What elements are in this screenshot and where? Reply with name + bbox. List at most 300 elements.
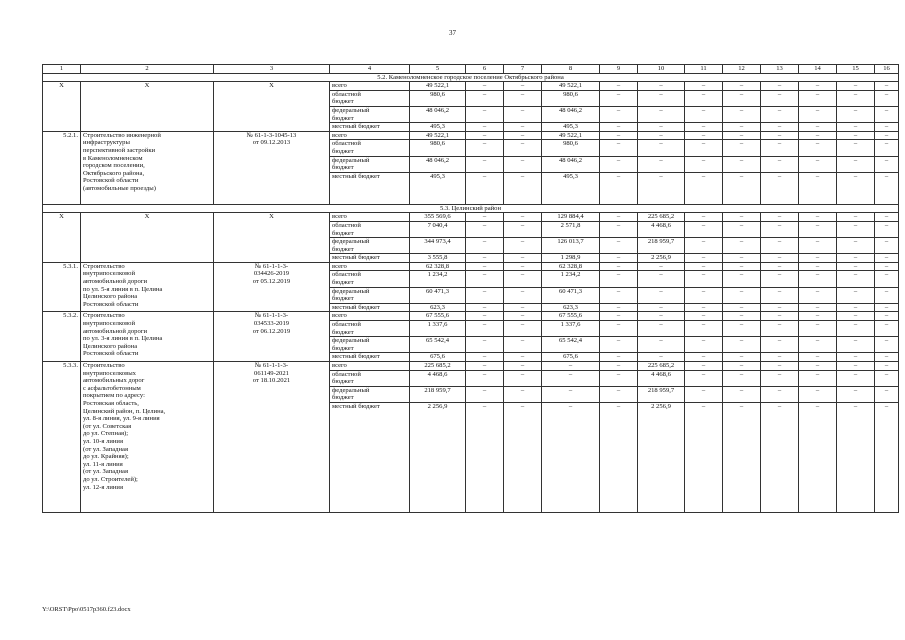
value-cell: – — [761, 254, 799, 263]
value-cell: – — [837, 402, 875, 512]
text-line: (от ул. Западная — [83, 468, 128, 476]
value-cell: – — [504, 362, 542, 371]
value-cell: – — [837, 82, 875, 91]
document-number — [214, 213, 330, 263]
value-cell: – — [837, 221, 875, 237]
value-cell: 218 959,7 — [638, 238, 685, 254]
page-number: 37 — [449, 29, 456, 37]
funding-source — [330, 353, 410, 362]
value-cell: – — [723, 254, 761, 263]
item-number: 5.3.1. — [43, 262, 81, 312]
value-cell: – — [466, 312, 504, 321]
value-cell: – — [799, 303, 837, 312]
document-number — [214, 362, 330, 513]
value-cell: 980,6 — [410, 140, 466, 156]
value-cell: – — [837, 123, 875, 132]
value-cell: – — [875, 172, 899, 204]
text-line: областной — [332, 90, 361, 98]
value-cell: 129 884,4 — [542, 213, 600, 222]
item-number: X — [43, 213, 81, 263]
section-header-row — [43, 204, 899, 213]
object-name — [81, 362, 214, 513]
value-cell: – — [799, 353, 837, 362]
text-line: бюджет — [332, 164, 354, 172]
value-cell: 1 337,6 — [410, 321, 466, 337]
value-cell: – — [542, 362, 600, 371]
column-header-7: 7 — [504, 65, 542, 74]
value-cell: – — [875, 221, 899, 237]
text-line: автомобильных дорог — [83, 377, 145, 385]
value-cell: – — [685, 370, 723, 386]
value-cell: – — [723, 402, 761, 512]
object-name — [81, 312, 214, 362]
value-cell: – — [638, 303, 685, 312]
value-cell: – — [799, 123, 837, 132]
value-cell: – — [466, 402, 504, 512]
value-cell: – — [837, 386, 875, 402]
column-header-row — [43, 65, 899, 74]
value-cell: – — [799, 262, 837, 271]
value-cell: – — [504, 82, 542, 91]
value-cell: – — [504, 303, 542, 312]
value-cell: – — [466, 90, 504, 106]
text-line: федеральный — [332, 386, 370, 394]
value-cell: – — [799, 337, 837, 353]
value-cell: – — [638, 321, 685, 337]
column-header-12: 12 — [723, 65, 761, 74]
value-cell: – — [799, 172, 837, 204]
text-line: до ул. Строителей); — [83, 475, 138, 483]
column-header-4: 4 — [330, 65, 410, 74]
value-cell: 65 542,4 — [542, 337, 600, 353]
text-line: местный бюджет — [332, 254, 380, 262]
document-number — [214, 312, 330, 362]
document-number — [214, 262, 330, 312]
text-line: местный бюджет — [332, 172, 380, 180]
text-line: Ростовской области — [83, 300, 139, 308]
text-line: (от ул. Западная — [83, 445, 128, 453]
funding-source — [330, 262, 410, 271]
value-cell: 2 256,9 — [410, 402, 466, 512]
value-cell: – — [504, 172, 542, 204]
value-cell: – — [466, 82, 504, 91]
value-cell: – — [761, 303, 799, 312]
value-cell: 980,6 — [410, 90, 466, 106]
value-cell: 225 685,2 — [410, 362, 466, 371]
text-line: X — [144, 82, 150, 90]
item-number: 5.3.3. — [43, 362, 81, 513]
value-cell: – — [685, 140, 723, 156]
text-line: Октябрьского района, — [83, 169, 145, 177]
value-cell: – — [723, 106, 761, 122]
value-cell: – — [799, 221, 837, 237]
value-cell: 48 046,2 — [542, 106, 600, 122]
value-cell: 1 234,2 — [542, 271, 600, 287]
value-cell: – — [466, 213, 504, 222]
column-header-14: 14 — [799, 65, 837, 74]
value-cell: – — [466, 370, 504, 386]
value-cell: – — [466, 337, 504, 353]
value-cell: – — [685, 238, 723, 254]
value-cell: – — [723, 303, 761, 312]
value-cell: – — [504, 337, 542, 353]
value-cell: – — [466, 172, 504, 204]
value-cell: 7 040,4 — [410, 221, 466, 237]
column-header-11: 11 — [685, 65, 723, 74]
value-cell: 65 542,4 — [410, 337, 466, 353]
value-cell: – — [638, 172, 685, 204]
document-number — [214, 131, 330, 204]
value-cell: – — [685, 303, 723, 312]
value-cell: – — [638, 312, 685, 321]
value-cell: – — [875, 123, 899, 132]
value-cell: – — [761, 213, 799, 222]
value-cell: – — [837, 172, 875, 204]
value-cell: – — [761, 370, 799, 386]
value-cell: – — [504, 254, 542, 263]
value-cell: – — [466, 123, 504, 132]
text-line: областной — [332, 321, 361, 329]
text-line: ул. 11-я линия — [83, 460, 123, 468]
value-cell: – — [600, 156, 638, 172]
value-cell: – — [799, 131, 837, 140]
text-line: (от ул. Советская — [83, 422, 132, 430]
value-cell: – — [600, 106, 638, 122]
value-cell: – — [723, 90, 761, 106]
value-cell: – — [504, 312, 542, 321]
funding-source — [330, 271, 410, 287]
text-line: бюджет — [332, 245, 354, 253]
value-cell: – — [723, 271, 761, 287]
value-cell: – — [723, 140, 761, 156]
text-line: Строительство — [83, 362, 125, 369]
value-cell: – — [638, 353, 685, 362]
value-cell: – — [799, 402, 837, 512]
funding-source — [330, 238, 410, 254]
value-cell: – — [542, 386, 600, 402]
text-line: 034426-2019 — [253, 270, 290, 278]
value-cell: – — [761, 386, 799, 402]
value-cell: – — [685, 271, 723, 287]
text-line: по ул. 3-я линия в п. Целина — [83, 335, 163, 343]
funding-source — [330, 221, 410, 237]
value-cell: – — [875, 321, 899, 337]
value-cell: 225 685,2 — [638, 362, 685, 371]
value-cell: – — [600, 386, 638, 402]
funding-source — [330, 140, 410, 156]
value-cell: – — [600, 131, 638, 140]
value-cell: – — [761, 287, 799, 303]
text-line: инфраструктуры — [83, 139, 130, 147]
text-line: бюджет — [332, 328, 354, 336]
text-line: Строительство инженерной — [83, 131, 161, 139]
value-cell: 49 522,1 — [410, 131, 466, 140]
value-cell: – — [504, 156, 542, 172]
value-cell: – — [600, 402, 638, 512]
text-line: областной — [332, 221, 361, 229]
value-cell: 49 522,1 — [542, 82, 600, 91]
text-line: X — [269, 82, 274, 90]
value-cell: – — [875, 287, 899, 303]
value-cell: 67 555,6 — [542, 312, 600, 321]
value-cell: – — [799, 82, 837, 91]
value-cell: – — [875, 386, 899, 402]
table-row — [43, 262, 899, 271]
text-line: № 61-1-1-3- — [254, 362, 289, 369]
value-cell: – — [504, 353, 542, 362]
value-cell: – — [504, 213, 542, 222]
item-number: X — [43, 82, 81, 132]
text-line: областной — [332, 140, 361, 148]
value-cell: 495,3 — [542, 123, 600, 132]
text-line: местный бюджет — [332, 123, 380, 131]
text-line: всего — [332, 362, 347, 369]
value-cell: – — [799, 370, 837, 386]
value-cell: – — [837, 362, 875, 371]
value-cell: – — [466, 321, 504, 337]
text-line: ул. 12-я линия — [83, 483, 123, 491]
value-cell: – — [723, 312, 761, 321]
value-cell: – — [638, 90, 685, 106]
funding-source — [330, 90, 410, 106]
value-cell: – — [875, 312, 899, 321]
value-cell: – — [761, 123, 799, 132]
value-cell: – — [799, 90, 837, 106]
text-line: от 06.12.2019 — [252, 327, 291, 335]
text-line: от 09.12.2013 — [252, 139, 291, 147]
value-cell: 62 328,8 — [410, 262, 466, 271]
column-header-16: 16 — [875, 65, 899, 74]
column-header-13: 13 — [761, 65, 799, 74]
value-cell: – — [761, 353, 799, 362]
value-cell: – — [685, 131, 723, 140]
text-line: всего — [332, 262, 347, 270]
section-title: 5.2. Каменоломненское городское поселение Октябрьского района — [43, 73, 899, 82]
value-cell: 60 471,3 — [542, 287, 600, 303]
value-cell: 1 298,9 — [542, 254, 600, 263]
value-cell: – — [837, 90, 875, 106]
text-line: федеральный — [332, 156, 370, 164]
value-cell: – — [837, 254, 875, 263]
value-cell: – — [685, 82, 723, 91]
value-cell: – — [504, 123, 542, 132]
text-line: Строительство — [83, 262, 125, 270]
column-header-10: 10 — [638, 65, 685, 74]
value-cell: – — [875, 140, 899, 156]
value-cell: – — [761, 321, 799, 337]
text-line: местный бюджет — [332, 353, 380, 361]
value-cell: – — [761, 312, 799, 321]
value-cell: 2 256,9 — [638, 254, 685, 263]
text-line: до ул. Степная); — [83, 430, 129, 438]
value-cell: – — [875, 82, 899, 91]
value-cell: – — [799, 106, 837, 122]
funding-source — [330, 82, 410, 91]
value-cell: 2 571,8 — [542, 221, 600, 237]
funding-source — [330, 106, 410, 122]
value-cell: – — [542, 402, 600, 512]
value-cell: 675,6 — [542, 353, 600, 362]
value-cell: – — [466, 271, 504, 287]
value-cell: – — [466, 362, 504, 371]
section-title: 5.3. Целинский район — [43, 204, 899, 213]
value-cell: – — [466, 254, 504, 263]
value-cell: 218 959,7 — [638, 386, 685, 402]
value-cell: – — [600, 271, 638, 287]
value-cell: – — [837, 287, 875, 303]
value-cell: – — [685, 221, 723, 237]
text-line: бюджет — [332, 279, 354, 287]
value-cell: – — [837, 321, 875, 337]
value-cell: – — [504, 221, 542, 237]
value-cell: 4 468,6 — [410, 370, 466, 386]
text-line: № 61-1-1-3- — [254, 312, 289, 320]
value-cell: – — [504, 321, 542, 337]
value-cell: – — [638, 140, 685, 156]
text-line: всего — [332, 312, 347, 320]
value-cell: – — [504, 402, 542, 512]
value-cell: – — [761, 131, 799, 140]
text-line: (автомобильные проезды) — [83, 184, 156, 192]
text-line: от 05.12.2019 — [252, 278, 291, 286]
value-cell: – — [837, 238, 875, 254]
value-cell: 62 328,8 — [542, 262, 600, 271]
value-cell: – — [638, 123, 685, 132]
table-row — [43, 213, 899, 222]
value-cell: – — [761, 106, 799, 122]
object-name — [81, 262, 214, 312]
funding-source — [330, 386, 410, 402]
value-cell: – — [761, 337, 799, 353]
value-cell: – — [685, 254, 723, 263]
value-cell: – — [799, 213, 837, 222]
value-cell: – — [723, 156, 761, 172]
text-line: всего — [332, 213, 347, 221]
value-cell: 495,3 — [410, 172, 466, 204]
value-cell: 495,3 — [542, 172, 600, 204]
value-cell: – — [723, 353, 761, 362]
text-line: бюджет — [332, 344, 354, 352]
value-cell: – — [723, 262, 761, 271]
table-row — [43, 82, 899, 91]
value-cell: – — [799, 271, 837, 287]
value-cell: – — [723, 362, 761, 371]
value-cell: – — [638, 82, 685, 91]
value-cell: – — [504, 90, 542, 106]
value-cell: – — [685, 213, 723, 222]
text-line: местный бюджет — [332, 402, 380, 410]
text-line: федеральный — [332, 106, 370, 114]
value-cell: – — [723, 370, 761, 386]
value-cell: – — [837, 213, 875, 222]
text-line: федеральный — [332, 337, 370, 345]
value-cell: – — [600, 370, 638, 386]
text-line: ул. 8-я линия, ул. 9-я линия — [83, 415, 160, 423]
text-line: автомобильной дороги — [83, 327, 147, 335]
value-cell: – — [466, 221, 504, 237]
value-cell: – — [638, 131, 685, 140]
value-cell: – — [875, 262, 899, 271]
funding-source — [330, 362, 410, 371]
value-cell: – — [837, 370, 875, 386]
text-line: бюджет — [332, 114, 354, 122]
text-line: X — [144, 213, 150, 221]
text-line: Целинского района — [83, 342, 138, 350]
text-line: всего — [332, 82, 347, 90]
value-cell: – — [875, 402, 899, 512]
text-line: областной — [332, 271, 361, 279]
value-cell: – — [600, 337, 638, 353]
text-line: бюджет — [332, 295, 354, 303]
text-line: до ул. Крайняя); — [83, 453, 129, 461]
value-cell: – — [685, 312, 723, 321]
value-cell: 980,6 — [542, 140, 600, 156]
value-cell: – — [723, 123, 761, 132]
text-line: X — [269, 213, 274, 221]
value-cell: – — [723, 221, 761, 237]
funding-source — [330, 321, 410, 337]
value-cell: – — [638, 337, 685, 353]
value-cell: – — [723, 287, 761, 303]
funding-source — [330, 213, 410, 222]
value-cell: 675,6 — [410, 353, 466, 362]
item-number: 5.2.1. — [43, 131, 81, 204]
text-line: местный бюджет — [332, 303, 380, 311]
value-cell: – — [761, 172, 799, 204]
text-line: федеральный — [332, 238, 370, 246]
value-cell: – — [875, 238, 899, 254]
value-cell: 225 685,2 — [638, 213, 685, 222]
value-cell: – — [600, 213, 638, 222]
budget-table — [42, 64, 899, 513]
value-cell: – — [761, 362, 799, 371]
text-line: Ростовской области — [83, 350, 139, 358]
value-cell: – — [600, 321, 638, 337]
value-cell: – — [799, 140, 837, 156]
funding-source — [330, 303, 410, 312]
value-cell: – — [504, 131, 542, 140]
funding-source — [330, 370, 410, 386]
value-cell: – — [875, 131, 899, 140]
value-cell: – — [875, 362, 899, 371]
value-cell: 1 234,2 — [410, 271, 466, 287]
value-cell: 2 256,9 — [638, 402, 685, 512]
funding-source — [330, 172, 410, 204]
value-cell: – — [466, 287, 504, 303]
text-line: внутрипоселковых — [83, 369, 136, 377]
text-line: ул. 10-я линия — [83, 437, 123, 445]
value-cell: – — [761, 271, 799, 287]
value-cell: – — [837, 353, 875, 362]
value-cell: – — [600, 123, 638, 132]
column-header-1: 1 — [43, 65, 81, 74]
value-cell: 1 337,6 — [542, 321, 600, 337]
value-cell: – — [837, 262, 875, 271]
value-cell: – — [799, 386, 837, 402]
value-cell: – — [799, 156, 837, 172]
value-cell: – — [504, 287, 542, 303]
value-cell: – — [799, 287, 837, 303]
value-cell: – — [600, 172, 638, 204]
value-cell: – — [875, 106, 899, 122]
text-line: перспективной застройки — [83, 146, 156, 154]
value-cell: 623,3 — [542, 303, 600, 312]
value-cell: 48 046,2 — [410, 106, 466, 122]
table-row — [43, 312, 899, 321]
column-header-9: 9 — [600, 65, 638, 74]
value-cell: – — [875, 353, 899, 362]
value-cell: – — [504, 370, 542, 386]
